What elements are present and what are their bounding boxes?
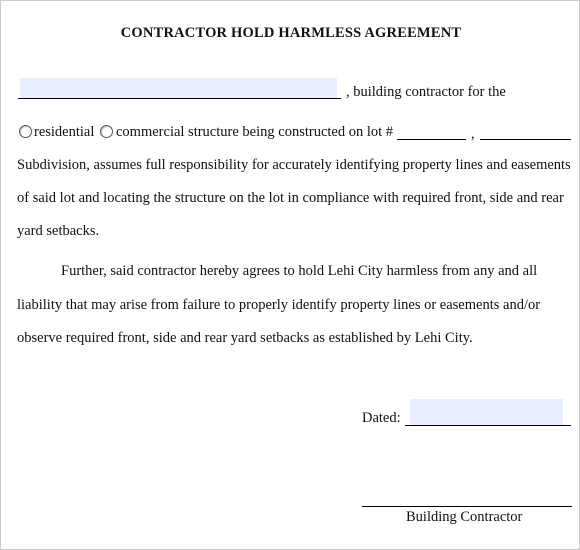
dated-underline	[405, 425, 571, 426]
dated-field[interactable]	[410, 399, 563, 425]
para2-line1: Further, said contractor hereby agrees to hold Lehi City harmless from any and all	[61, 263, 538, 279]
commercial-radio-label: commercial structure being constructed on lot #	[116, 124, 394, 140]
lot-number-field[interactable]	[397, 119, 465, 139]
contractor-name-field[interactable]	[20, 78, 337, 98]
signature-label: Building Contractor	[406, 509, 523, 525]
residential-radio-label: residential	[34, 124, 95, 140]
dated-label: Dated:	[362, 410, 401, 426]
para1-line5: yard setbacks.	[17, 223, 100, 239]
building-contractor-text: , building contractor for the	[346, 84, 506, 100]
lot-comma: ,	[471, 126, 475, 142]
signature-line	[362, 506, 572, 507]
residential-radio[interactable]	[19, 125, 32, 138]
para2-line2: liability that may arise from failure to properly identify property lines or easements and/or	[17, 297, 541, 313]
para2-line3: observe required front, side and rear yard setbacks as established by Lehi City.	[17, 330, 473, 346]
contractor-name-underline	[18, 98, 341, 99]
document-title: CONTRACTOR HOLD HARMLESS AGREEMENT	[120, 25, 462, 41]
lot-number-underline	[397, 139, 466, 140]
para1-line4: of said lot and locating the structure on the lot in compliance with required front, side and rear	[17, 190, 564, 206]
subdivision-field[interactable]	[480, 119, 570, 139]
subdivision-underline	[480, 139, 571, 140]
commercial-radio[interactable]	[100, 125, 113, 138]
para1-line3: Subdivision, assumes full responsibility for accurately identifying property lines and easements	[17, 157, 571, 173]
